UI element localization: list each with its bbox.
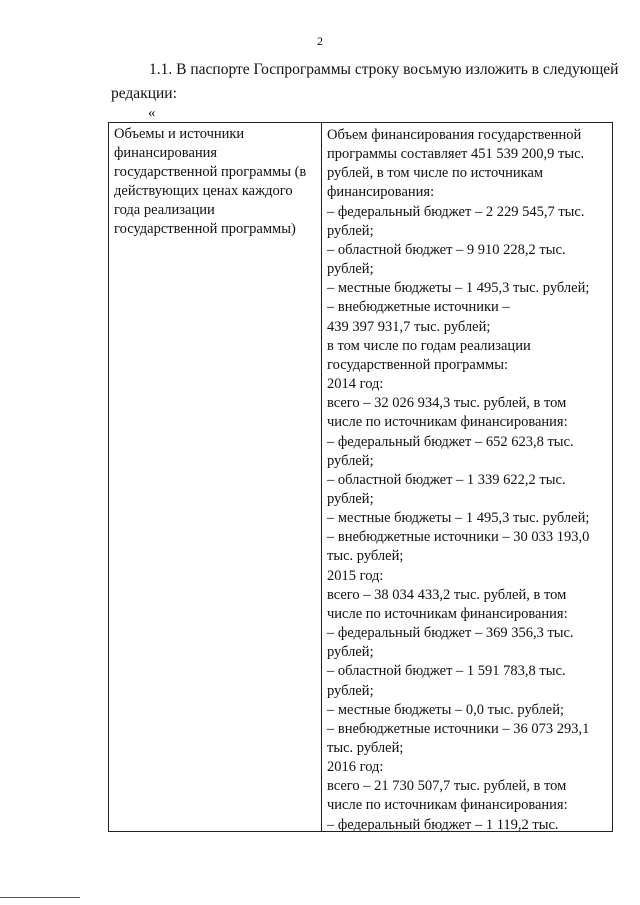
content-line: – областной бюджет – 1 591 783,8 тыс. bbox=[327, 663, 566, 680]
content-line: – внебюджетные источники – 30 033 193,0 bbox=[327, 529, 590, 546]
intro-paragraph bbox=[111, 58, 619, 106]
content-line: – федеральный бюджет – 652 623,8 тыс. bbox=[327, 433, 574, 450]
content-line: 2015 год: bbox=[327, 567, 384, 584]
content-line: тыс. рублей; bbox=[327, 740, 404, 756]
label-line: года реализации bbox=[114, 202, 215, 218]
content-line: 439 397 931,7 тыс. рублей; bbox=[327, 318, 491, 335]
content-line: всего – 32 026 934,3 тыс. рублей, в том bbox=[327, 395, 567, 412]
content-line: рублей, в том числе по источникам bbox=[327, 165, 544, 182]
intro-line: 1.1. В паспорте Госпрограммы строку восьмую изложить в следующей bbox=[149, 61, 619, 78]
label-line: государственной программы (в bbox=[114, 164, 307, 180]
label-line: действующих ценах каждого bbox=[114, 183, 293, 199]
content-line: финансирования: bbox=[327, 184, 435, 201]
content-line: программы составляет 451 539 200,9 тыс. bbox=[327, 146, 585, 163]
content-line: числе по источникам финансирования: bbox=[327, 605, 568, 622]
opening-quote-mark: « bbox=[148, 105, 156, 121]
content-line: в том числе по годам реализации bbox=[327, 337, 531, 354]
content-line: – местные бюджеты – 1 495,3 тыс. рублей; bbox=[327, 280, 590, 297]
content-line: числе по источникам финансирования: bbox=[327, 414, 568, 431]
content-line: рублей; bbox=[327, 682, 374, 699]
content-line: рублей; bbox=[327, 261, 374, 278]
content-line: – местные бюджеты – 1 495,3 тыс. рублей; bbox=[327, 510, 590, 527]
label-line: финансирования bbox=[114, 145, 218, 161]
content-line: 2016 год: bbox=[327, 759, 384, 776]
table-cell-label bbox=[109, 123, 322, 831]
table-cell-content bbox=[322, 123, 612, 831]
content-line: рублей; bbox=[327, 644, 374, 661]
content-line: – местные бюджеты – 0,0 тыс. рублей; bbox=[327, 701, 564, 718]
content-line: – областной бюджет – 9 910 228,2 тыс. bbox=[327, 241, 566, 258]
label-line: Объемы и источники bbox=[114, 126, 245, 142]
content-line: – федеральный бюджет – 1 119,2 тыс. bbox=[327, 816, 559, 831]
content-line: – федеральный бюджет – 2 229 545,7 тыс. bbox=[327, 203, 585, 220]
content-line: Объем финансирования государственной bbox=[327, 127, 582, 143]
content-line: 2014 год: bbox=[327, 376, 384, 393]
page-number: 2 bbox=[317, 34, 323, 48]
content-line: рублей; bbox=[327, 452, 374, 469]
content-line: всего – 21 730 507,7 тыс. рублей, в том bbox=[327, 778, 567, 795]
label-line: государственной программы) bbox=[114, 221, 296, 237]
content-line: всего – 38 034 433,2 тыс. рублей, в том bbox=[327, 586, 567, 603]
content-line: числе по источникам финансирования: bbox=[327, 797, 568, 814]
footer-rule bbox=[0, 897, 80, 898]
content-line: – федеральный бюджет – 369 356,3 тыс. bbox=[327, 625, 574, 642]
intro-line: редакции: bbox=[111, 85, 177, 102]
content-line: государственной программы: bbox=[327, 356, 508, 373]
content-line: – внебюджетные источники – bbox=[327, 299, 510, 316]
content-line: рублей; bbox=[327, 222, 374, 239]
content-line: – внебюджетные источники – 36 073 293,1 bbox=[327, 720, 590, 737]
passport-table bbox=[108, 122, 613, 832]
content-line: тыс. рублей; bbox=[327, 548, 404, 565]
content-line: – областной бюджет – 1 339 622,2 тыс. bbox=[327, 471, 566, 488]
content-line: рублей; bbox=[327, 490, 374, 507]
